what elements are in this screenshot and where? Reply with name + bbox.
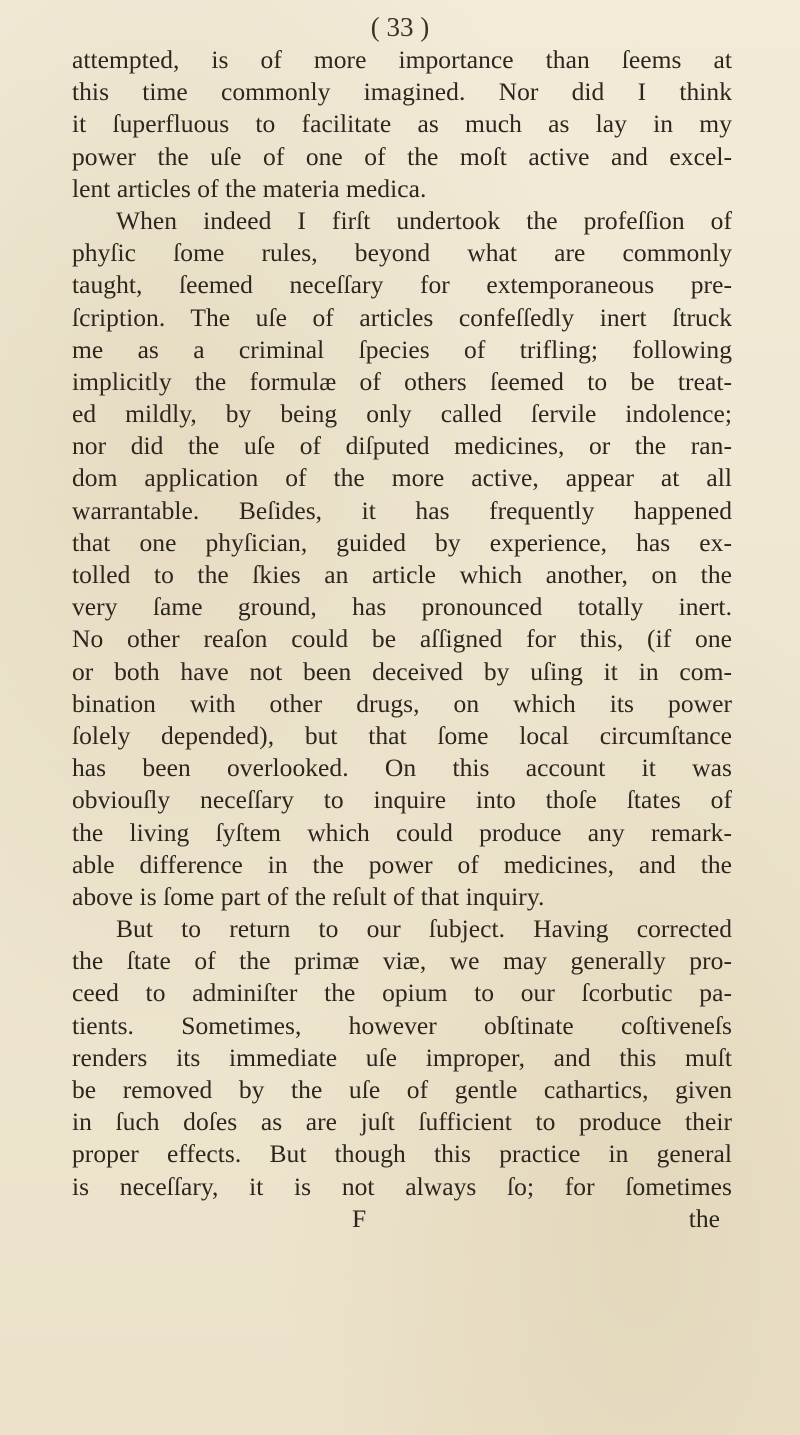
text-line: ſolely depended), but that ſome local circumſtance (72, 720, 732, 750)
text-line: in ſuch doſes as are juſt ſufficient to produce their (72, 1107, 732, 1137)
text-line: very ſame ground, has pronounced totally inert. (72, 592, 732, 622)
text-line: be removed by the uſe of gentle cathartics, given (72, 1075, 732, 1104)
text-line: lent articles of the materia medica. (72, 173, 427, 203)
text-line: renders its immediate uſe improper, and this muſt (72, 1042, 732, 1072)
text-line: dom application of the more active, appear at all (72, 463, 732, 493)
text-line: able difference in the power of medicines, and the (72, 849, 732, 879)
text-line: attempted, is of more importance than ſeems at (72, 45, 732, 74)
text-line: bination with other drugs, on which its power (72, 688, 732, 718)
page-number: ( 33 ) (370, 12, 430, 42)
text-line: tients. Sometimes, however obſtinate coſtiveneſs (72, 1010, 732, 1040)
text-line: or both have not been deceived by uſing it in com- (72, 656, 732, 686)
text-line: implicitly the formulæ of others ſeemed to be treat- (72, 366, 732, 396)
text-line: proper effects. But though this practice in general (72, 1139, 732, 1169)
text-line: the ſtate of the primæ viæ, we may generally pro- (72, 946, 732, 976)
catchword: the (688, 1203, 720, 1233)
text-line: power the uſe of one of the moſt active and excel- (72, 141, 732, 171)
text-line: it ſuperfluous to facilitate as much as lay in my (72, 109, 732, 139)
page-footer (72, 1203, 732, 1235)
text-line: me as a criminal ſpecies of trifling; following (72, 334, 732, 364)
text-line: ſcription. The uſe of articles confeſſedly inert ſtruck (72, 302, 732, 332)
text-line: No other reaſon could be aſſigned for this, (if one (72, 624, 732, 654)
text-line: obviouſly neceſſary to inquire into thoſe ſtates of (72, 785, 732, 815)
text-line: phyſic ſome rules, beyond what are commonly (72, 238, 732, 268)
text-line: the living ſyſtem which could produce any remark- (72, 817, 732, 847)
text-line: warrantable. Beſides, it has frequently happened (72, 495, 732, 525)
text-line: When indeed I firſt undertook the profeſſion of (116, 205, 732, 235)
text-line: taught, ſeemed neceſſary for extemporaneous pre- (72, 270, 732, 300)
text-line: nor did the uſe of diſputed medicines, or the ran- (72, 431, 732, 461)
text-line: tolled to the ſkies an article which another, on the (72, 560, 732, 589)
body-text (72, 44, 732, 1235)
text-line: is neceſſary, it is not always ſo; for ſometimes (72, 1171, 732, 1201)
signature-mark: F (352, 1203, 367, 1233)
text-line: this time commonly imagined. Nor did I think (72, 77, 732, 107)
text-line: ceed to adminiſter the opium to our ſcorbutic pa- (72, 978, 732, 1008)
text-line: that one phyſician, guided by experience, has ex- (72, 527, 732, 557)
text-line: But to return to our ſubject. Having corrected (116, 914, 732, 944)
text-line: has been overlooked. On this account it was (72, 753, 732, 783)
text-line: above is ſome part of the reſult of that inquiry. (72, 881, 545, 911)
text-line: ed mildly, by being only called ſervile indolence; (72, 399, 732, 429)
